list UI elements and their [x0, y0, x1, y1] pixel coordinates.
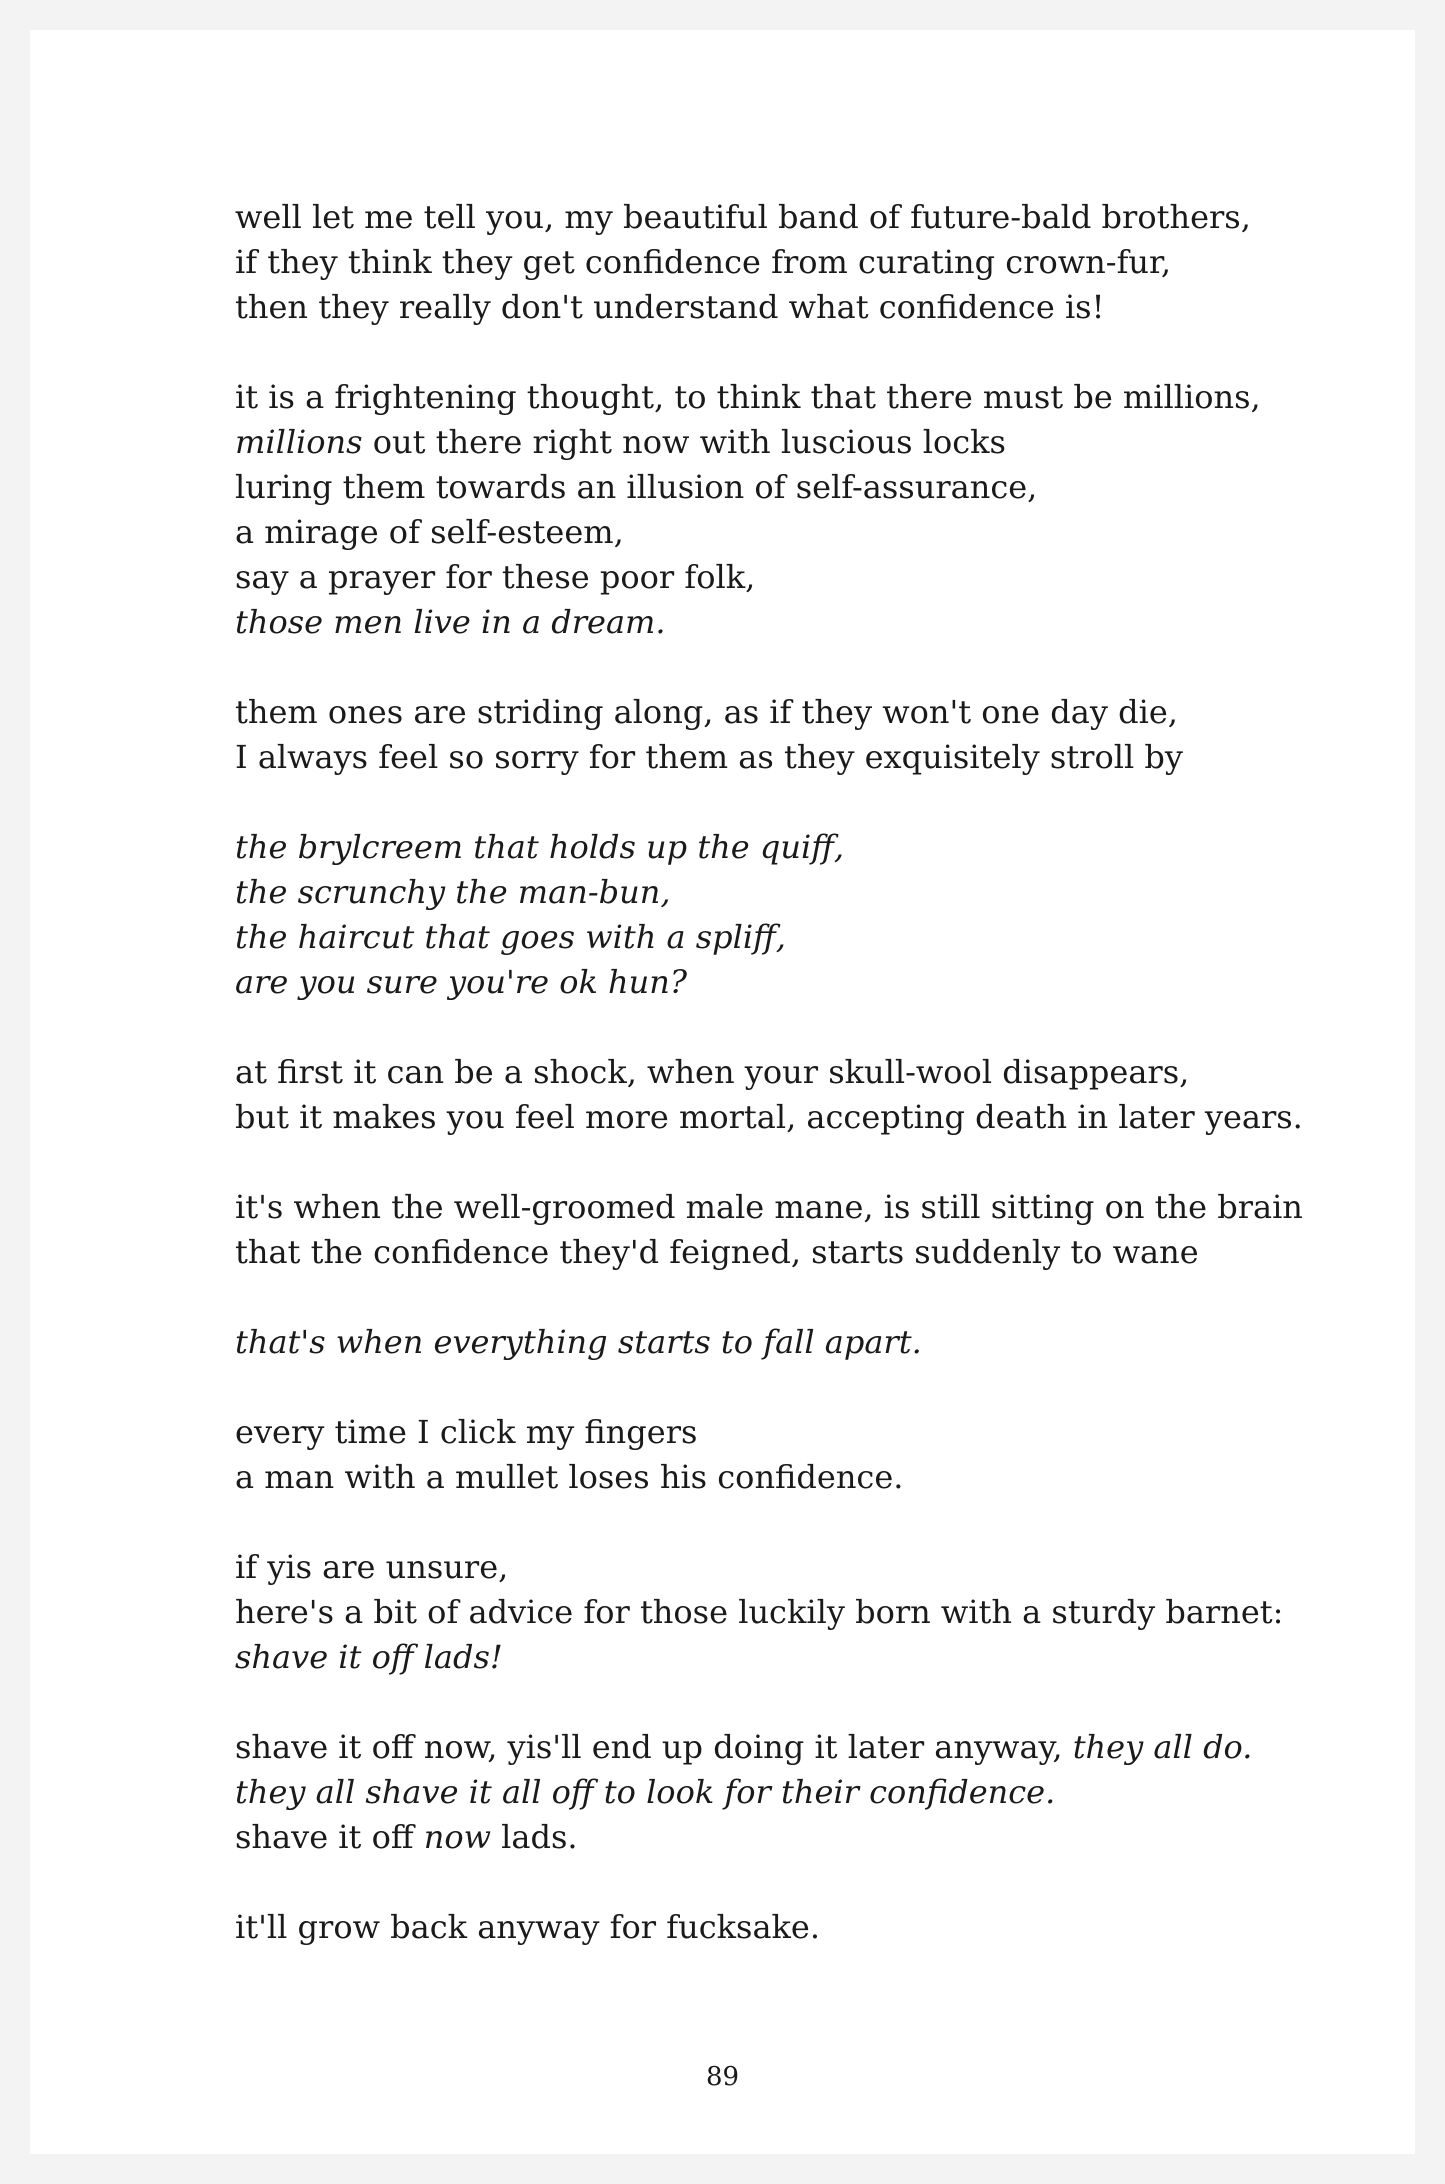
text-segment: here's a bit of advice for those luckily born with a sturdy barnet:: [235, 1593, 1284, 1631]
text-segment: well let me tell you, my beautiful band of future-bald brothers,: [235, 198, 1251, 236]
poem-line: [235, 1590, 1335, 1635]
poem-line: [235, 1230, 1335, 1275]
poem-line: [235, 465, 1335, 510]
text-segment: shave it off: [235, 1818, 424, 1856]
poem-line: [235, 1635, 1335, 1680]
poem-line: [235, 915, 1335, 960]
text-segment: but it makes you feel more mortal, accepting death in later years.: [235, 1098, 1303, 1136]
italic-text: they all shave it all off to look for their confidence.: [235, 1773, 1056, 1811]
poem-line: [235, 420, 1335, 465]
stanza: [235, 1320, 1335, 1365]
poem-line: [235, 1050, 1335, 1095]
italic-text: those men live in a dream.: [235, 603, 666, 641]
stanza: [235, 195, 1335, 330]
text-segment: say a prayer for these poor folk,: [235, 558, 756, 596]
italic-text: millions: [235, 423, 363, 461]
stanza: [235, 1410, 1335, 1500]
italic-text: the scrunchy the man-bun,: [235, 873, 671, 911]
poem-line: [235, 870, 1335, 915]
italic-text: the haircut that goes with a spliff,: [235, 918, 786, 956]
poem-line: [235, 1095, 1335, 1140]
stanza: [235, 1905, 1335, 1950]
poem-line: [235, 1905, 1335, 1950]
text-segment: at first it can be a shock, when your skull-wool disappears,: [235, 1053, 1190, 1091]
italic-text: shave it off lads!: [235, 1638, 503, 1676]
poem-line: [235, 960, 1335, 1005]
poem-line: [235, 1815, 1335, 1860]
poem-line: [235, 1320, 1335, 1365]
stanza: [235, 1545, 1335, 1680]
text-segment: if yis are unsure,: [235, 1548, 509, 1586]
italic-text: are you sure you're ok hun?: [235, 963, 688, 1001]
italic-text: they all do.: [1072, 1728, 1253, 1766]
poem-line: [235, 1455, 1335, 1500]
stanza: [235, 1725, 1335, 1860]
text-segment: it'll grow back anyway for fucksake.: [235, 1908, 821, 1946]
poem-line: [235, 1545, 1335, 1590]
poem-body: [235, 195, 1335, 1995]
text-segment: out there right now with luscious locks: [362, 423, 1006, 461]
text-segment: it is a frightening thought, to think that there must be millions,: [235, 378, 1261, 416]
italic-text: the brylcreem that holds up the quiff,: [235, 828, 845, 866]
stanza: [235, 1185, 1335, 1275]
poem-line: [235, 735, 1335, 780]
text-segment: I always feel so sorry for them as they exquisitely stroll by: [235, 738, 1183, 776]
poem-line: [235, 285, 1335, 330]
text-segment: luring them towards an illusion of self-assurance,: [235, 468, 1038, 506]
poem-line: [235, 240, 1335, 285]
text-segment: lads.: [491, 1818, 578, 1856]
stanza: [235, 825, 1335, 1005]
text-segment: it's when the well-groomed male mane, is still sitting on the brain: [235, 1188, 1303, 1226]
poem-line: [235, 195, 1335, 240]
text-segment: them ones are striding along, as if they won't one day die,: [235, 693, 1178, 731]
italic-text: that's when everything starts to fall apart.: [235, 1323, 922, 1361]
stanza: [235, 1050, 1335, 1140]
text-segment: if they think they get confidence from curating crown-fur,: [235, 243, 1171, 281]
stanza: [235, 690, 1335, 780]
page-number: 89: [705, 2062, 740, 2092]
text-segment: that the confidence they'd feigned, starts suddenly to wane: [235, 1233, 1199, 1271]
text-segment: then they really don't understand what confidence is!: [235, 288, 1105, 326]
text-segment: a man with a mullet loses his confidence.: [235, 1458, 904, 1496]
poem-line: [235, 375, 1335, 420]
poem-line: [235, 555, 1335, 600]
stanza: [235, 375, 1335, 645]
text-segment: shave it off now, yis'll end up doing it later anyway,: [235, 1728, 1073, 1766]
poem-line: [235, 825, 1335, 870]
poem-line: [235, 510, 1335, 555]
poem-line: [235, 690, 1335, 735]
book-page: [30, 30, 1415, 2154]
poem-line: [235, 1725, 1335, 1770]
poem-line: [235, 1770, 1335, 1815]
poem-line: [235, 1410, 1335, 1455]
poem-line: [235, 1185, 1335, 1230]
italic-text: now: [423, 1818, 491, 1856]
text-segment: a mirage of self-esteem,: [235, 513, 624, 551]
poem-line: [235, 600, 1335, 645]
text-segment: every time I click my fingers: [235, 1413, 698, 1451]
